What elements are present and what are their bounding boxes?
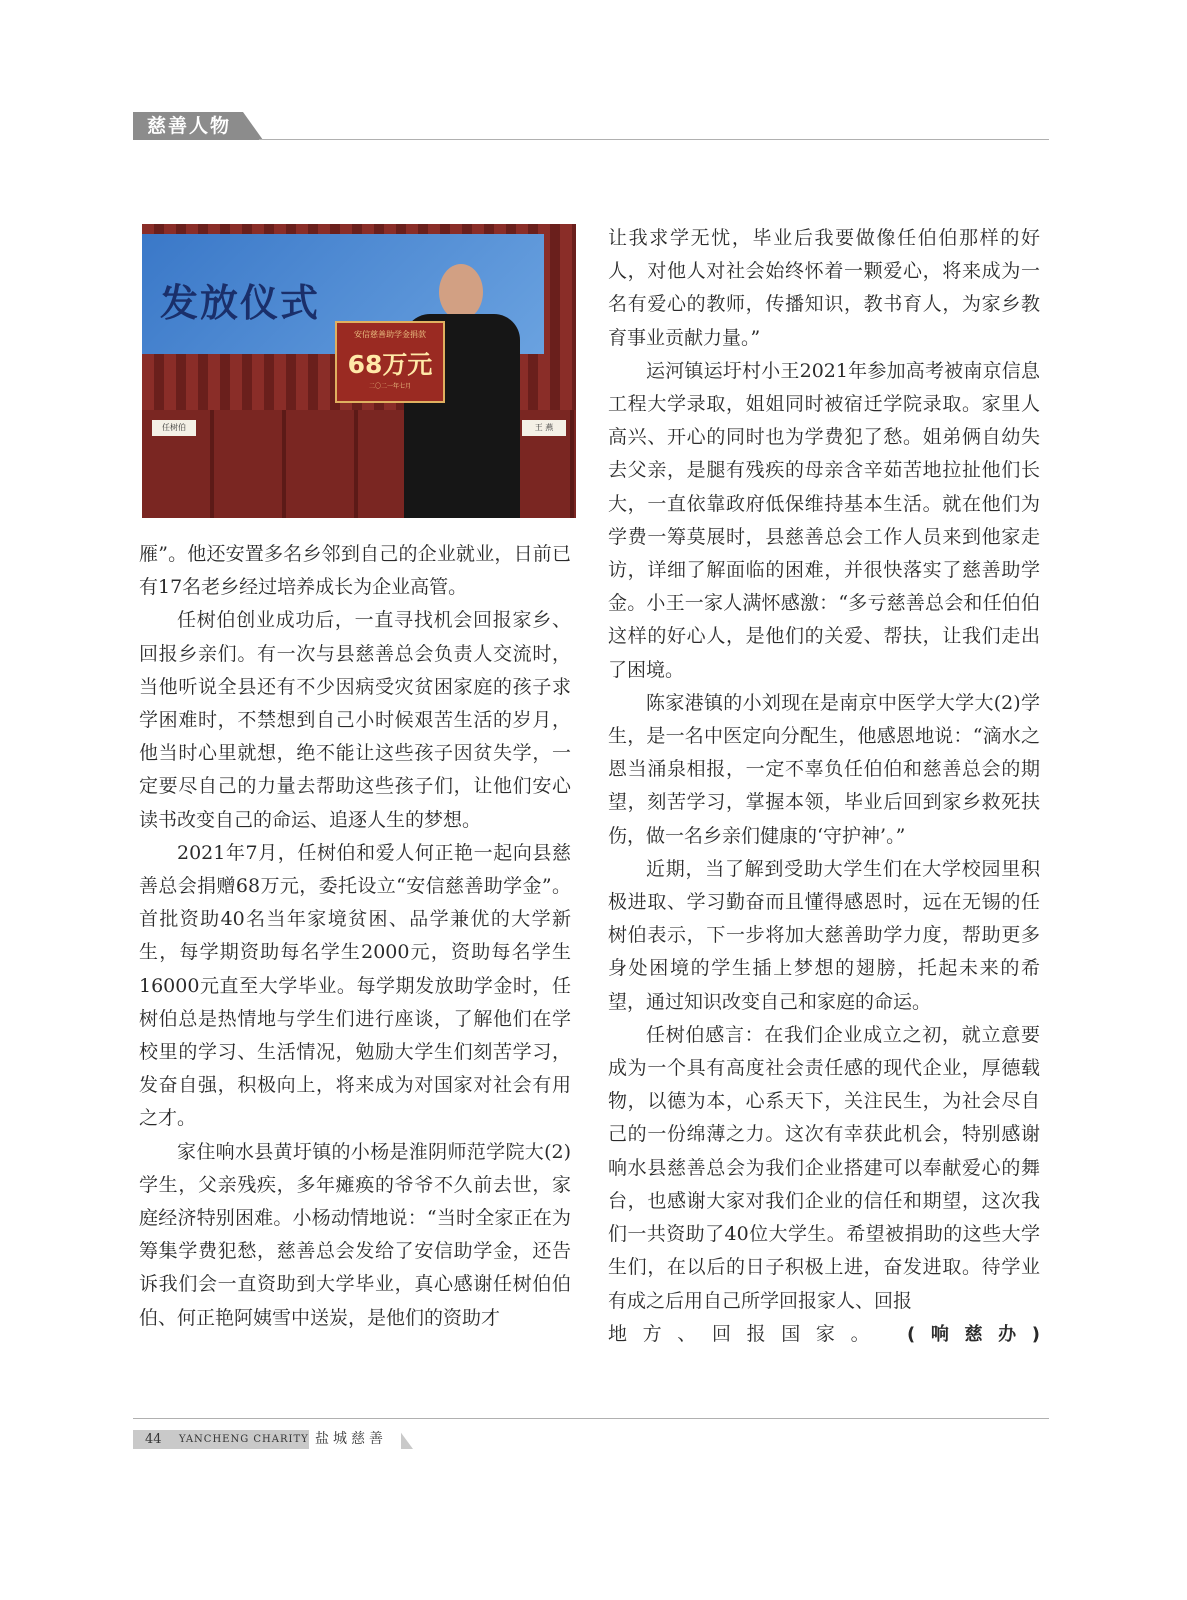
header-rule	[259, 139, 1049, 140]
page-footer	[133, 1418, 1049, 1458]
photo-person-left-head	[439, 264, 483, 320]
article-column-right	[608, 222, 1040, 1351]
article-paragraph: 近期，当了解到受助大学生们在大学校园里积极进取、学习勤奋而且懂得感恩时，远在无锡的任树伯表示，下一步将加大慈善助学力度，帮助更多身处困境的学生插上梦想的翅膀，托起未来的希望，通过知识改变自己和家庭的命运。	[608, 857, 1040, 1013]
photo-nameplate-left: 任树伯	[152, 420, 196, 436]
magazine-name-en: YANCHENG CHARITY	[179, 1434, 309, 1445]
article-author: (响慈办)	[906, 1323, 1041, 1345]
photo-nameplate-right: 王 燕	[522, 420, 566, 436]
photo-screen-text: 发放仪式	[160, 281, 321, 325]
article-paragraph: 陈家港镇的小刘现在是南京中医学大学大(2)学生，是一名中医定向分配生，他感恩地说：“滴水之恩当涌泉相报，一定不辜负任伯伯和慈善总会的期望，刻苦学习，掌握本领，毕业后回到家乡救死扶伤，做一名乡亲们健康的‘守护神’。”	[608, 691, 1040, 847]
donation-sign	[335, 321, 445, 403]
section-title: 慈善人物	[147, 115, 232, 137]
magazine-name-cn: 盐城慈善	[315, 1431, 387, 1447]
article-paragraph: 任树伯创业成功后，一直寻找机会回报家乡、回报乡亲们。有一次与县慈善总会负责人交流时，当他听说全县还有不少因病受灾贫困家庭的孩子求学困难时，不禁想到自己小时候艰苦生活的岁月，他当时心里就想，绝不能让这些孩子因贫失学，一定要尽自己的力量去帮助这些孩子们，让他们安心读书改变自己的命运、追逐人生的梦想。	[139, 609, 571, 831]
article-paragraph: 2021年7月，任树伯和爱人何正艳一起向县慈善总会捐赠68万元，委托设立“安信慈善助学金”。首批资助40名当年家境贫困、品学兼优的大学新生，每学期资助每名学生2000元，资助每名学生16000元直至大学毕业。每学期发放助学金时，任树伯总是热情地与学生们进行座谈，了解他们在学校里的学习、生活情况，勉励大学生们刻苦学习，发奋自强，积极向上，将来成为对国家对社会有用之才。	[139, 841, 571, 1130]
footer-rule	[133, 1418, 1049, 1419]
article-paragraph: 运河镇运圩村小王2021年参加高考被南京信息工程大学录取，姐姐同时被宿迁学院录取。家里人高兴、开心的同时也为学费犯了愁。姐弟俩自幼失去父亲，是腿有残疾的母亲含辛茹苦地拉扯他们长大，一直依靠政府低保维持基本生活。就在他们为学费一筹莫展时，县慈善总会工作人员来到他家走访，详细了解面临的困难，并很快落实了慈善助学金。小王一家人满怀感激：“多亏慈善总会和任伯伯这样的好心人，是他们的关爱、帮扶，让我们走出了困境。	[608, 359, 1040, 681]
article-column-left	[139, 538, 571, 1335]
article-paragraph: 让我求学无忧，毕业后我要做像任伯伯那样的好人，对他人对社会始终怀着一颗爱心，将来成为一名有爱心的教师，传播知识，教书育人，为家乡教育事业贡献力量。”	[608, 227, 1040, 349]
page-number: 44	[145, 1432, 162, 1447]
closing-text: 地方、回报国家。	[608, 1322, 886, 1345]
section-header	[133, 112, 1049, 142]
donation-sign-amount: 68万元	[347, 350, 433, 379]
article-closing-line	[608, 1318, 1040, 1351]
ceremony-photo	[142, 224, 576, 518]
article-paragraph: 雁”。他还安置多名乡邻到自己的企业就业，日前已有17名老乡经过培养成长为企业高管。	[139, 543, 571, 599]
article-paragraph: 任树伯感言：在我们企业成立之初，就立意要成为一个具有高度社会责任感的现代企业，厚德载物，以德为本，心系天下，关注民生，为社会尽自己的一份绵薄之力。这次有幸获此机会，特别感谢响水县慈善总会为我们企业搭建可以奉献爱心的舞台，也感谢大家对我们企业的信任和期望，这次我们一共资助了40位大学生。希望被捐助的这些大学生们，在以后的日子积极上进，奋发进取。待学业有成之后用自己所学回报家人、回报	[608, 1023, 1040, 1312]
donation-sign-title: 安信慈善助学金捐款	[354, 330, 426, 339]
article-paragraph: 家住响水县黄圩镇的小杨是淮阴师范学院大(2)学生，父亲残疾，多年瘫痪的爷爷不久前去世，家庭经济特别困难。小杨动情地说：“当时全家正在为筹集学费犯愁，慈善总会发给了安信助学金，还告诉我们会一直资助到大学毕业，真心感谢任树伯伯伯、何正艳阿姨雪中送炭，是他们的资助才	[139, 1140, 571, 1329]
donation-sign-date: 二〇二一年七月	[368, 383, 411, 390]
